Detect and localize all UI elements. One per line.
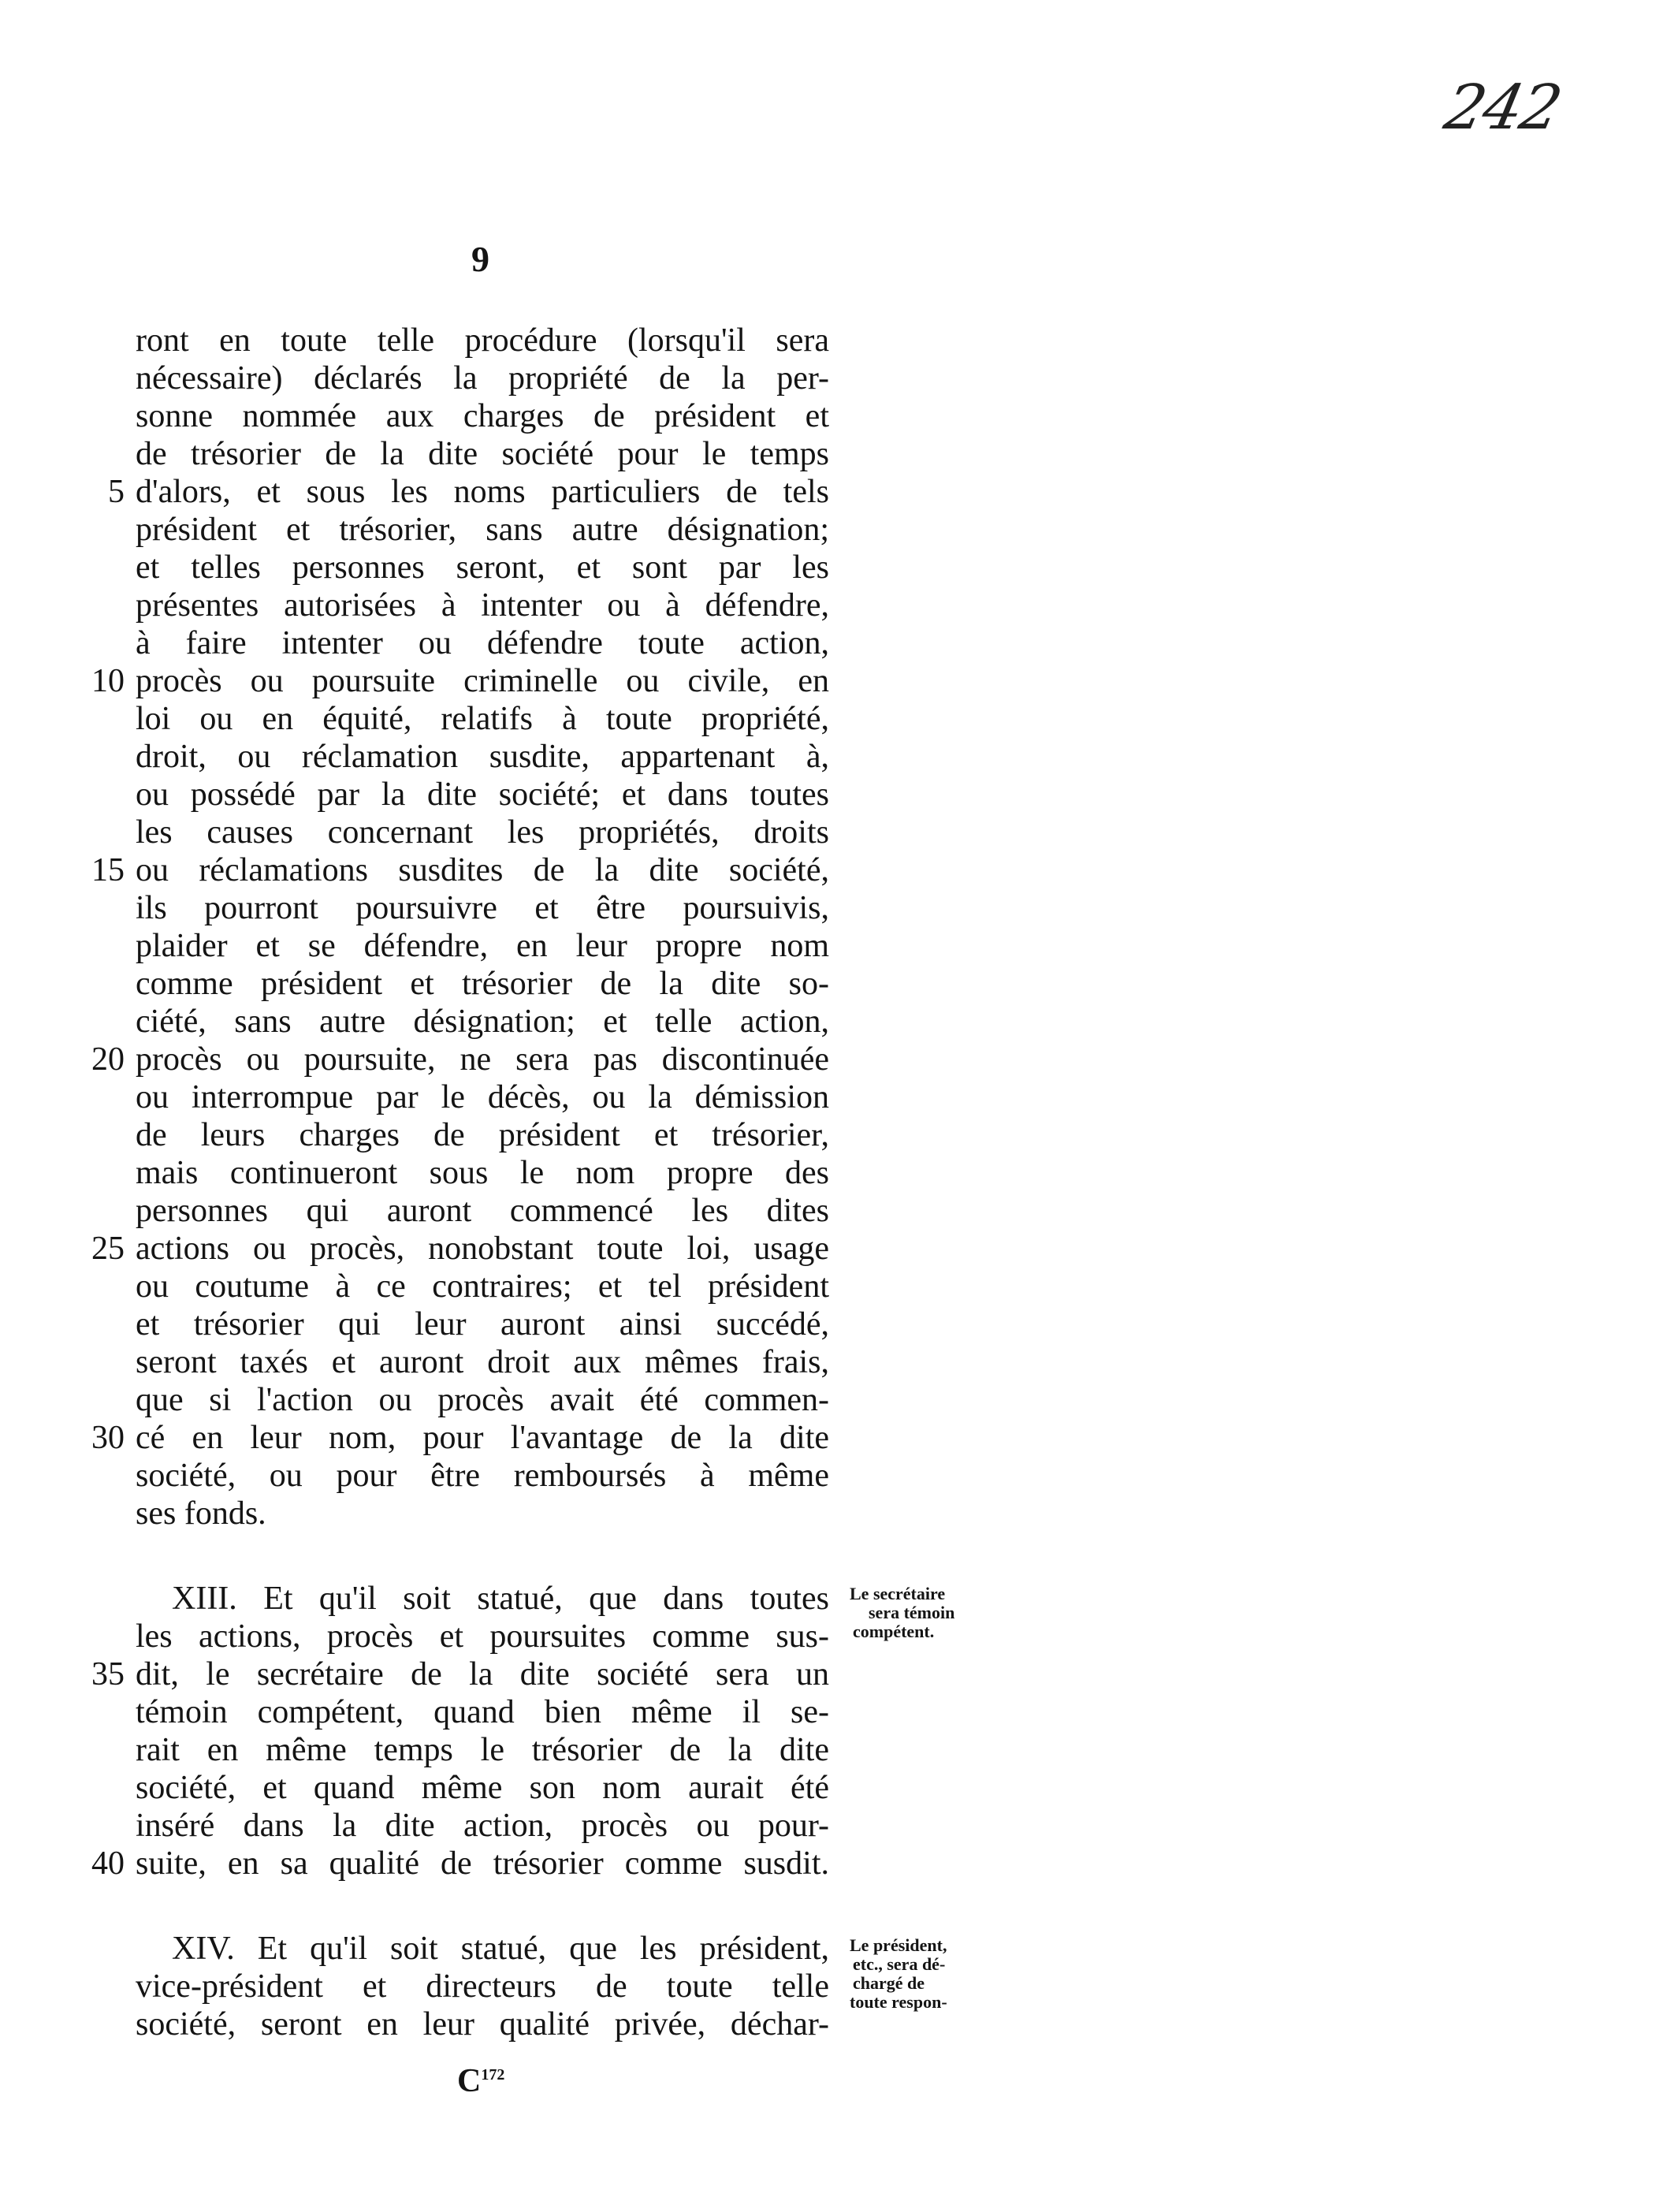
text-line: ciété, sans autre désignation; et telle action,	[136, 1004, 829, 1040]
marginal-note-line: toute respon-	[850, 1992, 947, 2012]
line-number: 35	[91, 1656, 125, 1693]
text-line: les causes concernant les propriétés, droits	[136, 814, 829, 851]
text-line: de leurs charges de président et trésorier,	[136, 1117, 829, 1153]
signature-letter: C	[457, 2063, 482, 2099]
section-xiv-line: vice-président et directeurs de toute telle	[136, 1968, 829, 2005]
text-line: droit, ou réclamation susdite, appartenant à,	[136, 739, 829, 775]
page-number: 9	[471, 239, 489, 279]
line-number: 10	[91, 663, 125, 699]
text-line: et telles personnes seront, et sont par les	[136, 549, 829, 586]
marginal-note-line: Le président,	[850, 1935, 947, 1955]
text-line: ils pourront poursuivre et être poursuivis,	[136, 890, 829, 926]
section-xiii-line: société, et quand même son nom aurait été	[136, 1770, 829, 1806]
signature-mark	[457, 2062, 504, 2100]
section-xiii-line: témoin compétent, quand bien même il se-	[136, 1694, 829, 1730]
section-xiv-line: société, seront en leur qualité privée, déchar-	[136, 2006, 829, 2043]
text-line: ou possédé par la dite société; et dans toutes	[136, 776, 829, 813]
section-xiii-line: inséré dans la dite action, procès ou pour-	[136, 1808, 829, 1844]
text-line: à faire intenter ou défendre toute action,	[136, 625, 829, 661]
text-line: seront taxés et auront droit aux mêmes frais,	[136, 1344, 829, 1380]
text-line: ses fonds.	[136, 1495, 266, 1532]
marginal-note-line: Le secrétaire	[850, 1584, 946, 1603]
text-line: mais continueront sous le nom propre des	[136, 1155, 829, 1191]
signature-number: 172	[481, 2066, 505, 2084]
marginal-note-secretary	[850, 1585, 1007, 1641]
text-line: nécessaire) déclarés la propriété de la per-	[136, 360, 829, 397]
line-number: 15	[91, 852, 125, 888]
line-number: 5	[108, 474, 125, 510]
line-number: 20	[91, 1041, 125, 1078]
text-line: personnes qui auront commencé les dites	[136, 1193, 829, 1229]
section-xiii-line: suite, en sa qualité de trésorier comme susdit.	[136, 1845, 829, 1882]
text-line: de trésorier de la dite société pour le temps	[136, 436, 829, 472]
text-line: ou interrompue par le décès, ou la démission	[136, 1079, 829, 1115]
text-line: procès ou poursuite, ne sera pas discontinuée	[136, 1041, 829, 1078]
marginal-note-line: compétent.	[853, 1622, 935, 1641]
marginal-note-line: chargé de	[853, 1973, 925, 1993]
text-line: sonne nommée aux charges de président et	[136, 398, 829, 434]
text-line: cé en leur nom, pour l'avantage de la dite	[136, 1420, 829, 1456]
text-line: président et trésorier, sans autre désignation;	[136, 512, 829, 548]
text-line: actions ou procès, nonobstant toute loi, usage	[136, 1231, 829, 1267]
text-line: présentes autorisées à intenter ou à défendre,	[136, 587, 829, 624]
marginal-note-line: etc., sera dé-	[853, 1954, 946, 1974]
text-line: et trésorier qui leur auront ainsi succédé,	[136, 1306, 829, 1342]
section-xiii-line: dit, le secrétaire de la dite société sera un	[136, 1656, 829, 1693]
marginal-note-president	[850, 1936, 1007, 2012]
line-number: 40	[91, 1845, 125, 1882]
text-line: plaider et se défendre, en leur propre nom	[136, 928, 829, 964]
text-line: procès ou poursuite criminelle ou civile, en	[136, 663, 829, 699]
section-xiii-line: les actions, procès et poursuites comme sus-	[136, 1618, 829, 1655]
text-line: ront en toute telle procédure (lorsqu'il sera	[136, 322, 829, 359]
text-line: comme président et trésorier de la dite so-	[136, 966, 829, 1002]
section-xiii-line: rait en même temps le trésorier de la dite	[136, 1732, 829, 1768]
section-xiii-line: XIII. Et qu'il soit statué, que dans toutes	[172, 1581, 829, 1617]
line-number: 30	[91, 1420, 125, 1456]
handwritten-folio-number: 242	[1438, 73, 1567, 143]
text-line: d'alors, et sous les noms particuliers de tels	[136, 474, 829, 510]
text-line: ou réclamations susdites de la dite société,	[136, 852, 829, 888]
text-line: société, ou pour être remboursés à même	[136, 1458, 829, 1494]
line-number: 25	[91, 1231, 125, 1267]
marginal-note-line: sera témoin	[869, 1603, 955, 1622]
section-xiv-line: XIV. Et qu'il soit statué, que les président,	[172, 1931, 829, 1967]
text-line: ou coutume à ce contraires; et tel président	[136, 1268, 829, 1305]
text-line: loi ou en équité, relatifs à toute propriété,	[136, 701, 829, 737]
text-line: que si l'action ou procès avait été commen-	[136, 1382, 829, 1418]
